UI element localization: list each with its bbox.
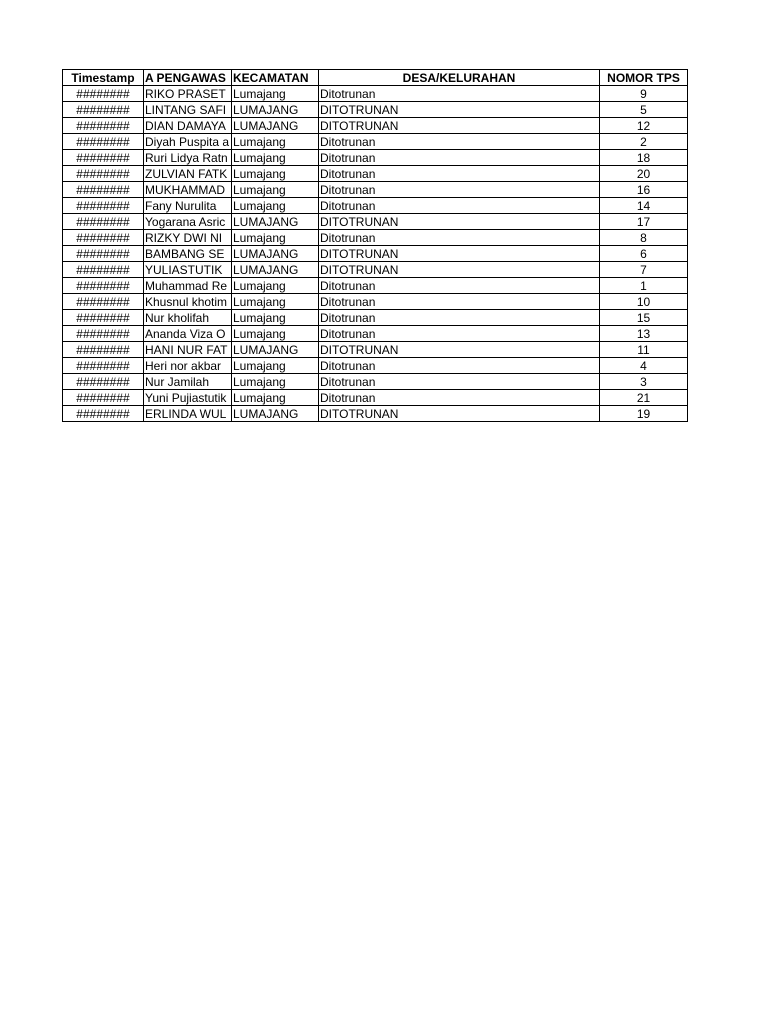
cell-kecamatan[interactable]: Lumajang: [232, 358, 319, 374]
cell-pengawas[interactable]: DIAN DAMAYA: [144, 118, 232, 134]
table-row: [63, 342, 688, 358]
cell-kecamatan[interactable]: Lumajang: [232, 150, 319, 166]
cell-kecamatan[interactable]: Lumajang: [232, 198, 319, 214]
cell-pengawas[interactable]: LINTANG SAFI: [144, 102, 232, 118]
table-row: [63, 294, 688, 310]
table-row: [63, 262, 688, 278]
cell-nomor-tps[interactable]: 16: [600, 182, 688, 198]
cell-kecamatan[interactable]: LUMAJANG: [232, 118, 319, 134]
cell-pengawas[interactable]: ZULVIAN FATK: [144, 166, 232, 182]
cell-nomor-tps[interactable]: 8: [600, 230, 688, 246]
cell-pengawas[interactable]: Muhammad Re: [144, 278, 232, 294]
cell-timestamp[interactable]: ########: [63, 294, 144, 310]
cell-kecamatan[interactable]: Lumajang: [232, 310, 319, 326]
cell-timestamp[interactable]: ########: [63, 326, 144, 342]
cell-kecamatan[interactable]: Lumajang: [232, 182, 319, 198]
cell-nomor-tps[interactable]: 14: [600, 198, 688, 214]
cell-desa-kelurahan[interactable]: Ditotrunan: [319, 198, 600, 214]
cell-nomor-tps[interactable]: 13: [600, 326, 688, 342]
cell-desa-kelurahan[interactable]: Ditotrunan: [319, 230, 600, 246]
table-row: [63, 358, 688, 374]
cell-kecamatan[interactable]: LUMAJANG: [232, 406, 319, 422]
cell-timestamp[interactable]: ########: [63, 246, 144, 262]
table-row: [63, 102, 688, 118]
cell-desa-kelurahan[interactable]: Ditotrunan: [319, 358, 600, 374]
cell-timestamp[interactable]: ########: [63, 390, 144, 406]
cell-timestamp[interactable]: ########: [63, 86, 144, 102]
cell-timestamp[interactable]: ########: [63, 310, 144, 326]
table-row: [63, 390, 688, 406]
cell-kecamatan[interactable]: Lumajang: [232, 86, 319, 102]
table-row: [63, 246, 688, 262]
table-row: [63, 326, 688, 342]
cell-nomor-tps[interactable]: 10: [600, 294, 688, 310]
cell-timestamp[interactable]: ########: [63, 134, 144, 150]
cell-desa-kelurahan[interactable]: Ditotrunan: [319, 134, 600, 150]
cell-timestamp[interactable]: ########: [63, 118, 144, 134]
table-row: [63, 230, 688, 246]
cell-desa-kelurahan[interactable]: Ditotrunan: [319, 390, 600, 406]
cell-timestamp[interactable]: ########: [63, 342, 144, 358]
header-row: [63, 70, 688, 86]
cell-kecamatan[interactable]: Lumajang: [232, 134, 319, 150]
cell-timestamp[interactable]: ########: [63, 358, 144, 374]
cell-pengawas[interactable]: YULIASTUTIK: [144, 262, 232, 278]
cell-desa-kelurahan[interactable]: Ditotrunan: [319, 310, 600, 326]
table-row: [63, 214, 688, 230]
cell-pengawas[interactable]: HANI NUR FAT: [144, 342, 232, 358]
cell-nomor-tps[interactable]: 17: [600, 214, 688, 230]
cell-nomor-tps[interactable]: 2: [600, 134, 688, 150]
cell-kecamatan[interactable]: LUMAJANG: [232, 342, 319, 358]
cell-nomor-tps[interactable]: 12: [600, 118, 688, 134]
cell-desa-kelurahan[interactable]: Ditotrunan: [319, 278, 600, 294]
cell-kecamatan[interactable]: LUMAJANG: [232, 246, 319, 262]
table-body: [63, 86, 688, 422]
header-kecamatan[interactable]: KECAMATAN: [232, 70, 319, 86]
table-row: [63, 182, 688, 198]
cell-timestamp[interactable]: ########: [63, 102, 144, 118]
cell-nomor-tps[interactable]: 11: [600, 342, 688, 358]
cell-kecamatan[interactable]: LUMAJANG: [232, 262, 319, 278]
cell-timestamp[interactable]: ########: [63, 278, 144, 294]
table-row: [63, 134, 688, 150]
table-row: [63, 374, 688, 390]
cell-timestamp[interactable]: ########: [63, 182, 144, 198]
table-row: [63, 278, 688, 294]
cell-pengawas[interactable]: RIKO PRASET: [144, 86, 232, 102]
cell-pengawas[interactable]: Diyah Puspita a: [144, 134, 232, 150]
cell-nomor-tps[interactable]: 1: [600, 278, 688, 294]
cell-desa-kelurahan[interactable]: Ditotrunan: [319, 182, 600, 198]
table-row: [63, 86, 688, 102]
cell-kecamatan[interactable]: LUMAJANG: [232, 214, 319, 230]
table-row: [63, 166, 688, 182]
cell-nomor-tps[interactable]: 21: [600, 390, 688, 406]
cell-pengawas[interactable]: MUKHAMMAD: [144, 182, 232, 198]
header-timestamp[interactable]: Timestamp: [63, 70, 144, 86]
cell-kecamatan[interactable]: Lumajang: [232, 374, 319, 390]
cell-nomor-tps[interactable]: 4: [600, 358, 688, 374]
cell-nomor-tps[interactable]: 6: [600, 246, 688, 262]
cell-timestamp[interactable]: ########: [63, 230, 144, 246]
cell-pengawas[interactable]: ERLINDA WUL: [144, 406, 232, 422]
cell-timestamp[interactable]: ########: [63, 214, 144, 230]
cell-pengawas[interactable]: RIZKY DWI NI: [144, 230, 232, 246]
cell-desa-kelurahan[interactable]: Ditotrunan: [319, 374, 600, 390]
table-row: [63, 118, 688, 134]
cell-desa-kelurahan[interactable]: Ditotrunan: [319, 166, 600, 182]
cell-nomor-tps[interactable]: 9: [600, 86, 688, 102]
cell-timestamp[interactable]: ########: [63, 262, 144, 278]
cell-nomor-tps[interactable]: 5: [600, 102, 688, 118]
cell-pengawas[interactable]: Fany Nurulita: [144, 198, 232, 214]
table-row: [63, 150, 688, 166]
cell-nomor-tps[interactable]: 20: [600, 166, 688, 182]
cell-pengawas[interactable]: Nur kholifah: [144, 310, 232, 326]
cell-kecamatan[interactable]: Lumajang: [232, 390, 319, 406]
cell-desa-kelurahan[interactable]: Ditotrunan: [319, 150, 600, 166]
cell-desa-kelurahan[interactable]: Ditotrunan: [319, 326, 600, 342]
cell-timestamp[interactable]: ########: [63, 166, 144, 182]
cell-pengawas[interactable]: BAMBANG SE: [144, 246, 232, 262]
cell-desa-kelurahan[interactable]: DITOTRUNAN: [319, 342, 600, 358]
table-row: [63, 310, 688, 326]
cell-desa-kelurahan[interactable]: Ditotrunan: [319, 86, 600, 102]
cell-nomor-tps[interactable]: 15: [600, 310, 688, 326]
cell-desa-kelurahan[interactable]: DITOTRUNAN: [319, 102, 600, 118]
cell-nomor-tps[interactable]: 3: [600, 374, 688, 390]
cell-desa-kelurahan[interactable]: DITOTRUNAN: [319, 262, 600, 278]
cell-pengawas[interactable]: Nur Jamilah: [144, 374, 232, 390]
header-pengawas[interactable]: A PENGAWAS: [144, 70, 232, 86]
cell-pengawas[interactable]: Yogarana Asric: [144, 214, 232, 230]
cell-desa-kelurahan[interactable]: DITOTRUNAN: [319, 406, 600, 422]
cell-pengawas[interactable]: Khusnul khotim: [144, 294, 232, 310]
cell-kecamatan[interactable]: Lumajang: [232, 326, 319, 342]
cell-desa-kelurahan[interactable]: DITOTRUNAN: [319, 246, 600, 262]
cell-pengawas[interactable]: Yuni Pujiastutik: [144, 390, 232, 406]
cell-nomor-tps[interactable]: 19: [600, 406, 688, 422]
cell-desa-kelurahan[interactable]: DITOTRUNAN: [319, 214, 600, 230]
cell-kecamatan[interactable]: Lumajang: [232, 278, 319, 294]
table-row: [63, 406, 688, 422]
cell-kecamatan[interactable]: Lumajang: [232, 230, 319, 246]
cell-timestamp[interactable]: ########: [63, 150, 144, 166]
cell-nomor-tps[interactable]: 7: [600, 262, 688, 278]
cell-pengawas[interactable]: Ruri Lidya Ratn: [144, 150, 232, 166]
cell-timestamp[interactable]: ########: [63, 406, 144, 422]
cell-pengawas[interactable]: Ananda Viza O: [144, 326, 232, 342]
cell-nomor-tps[interactable]: 18: [600, 150, 688, 166]
cell-desa-kelurahan[interactable]: Ditotrunan: [319, 294, 600, 310]
table-row: [63, 198, 688, 214]
header-desa-kelurahan[interactable]: DESA/KELURAHAN: [319, 70, 600, 86]
cell-kecamatan[interactable]: LUMAJANG: [232, 102, 319, 118]
cell-kecamatan[interactable]: Lumajang: [232, 166, 319, 182]
cell-timestamp[interactable]: ########: [63, 374, 144, 390]
cell-pengawas[interactable]: Heri nor akbar: [144, 358, 232, 374]
cell-kecamatan[interactable]: Lumajang: [232, 294, 319, 310]
header-nomor-tps[interactable]: NOMOR TPS: [600, 70, 688, 86]
cell-desa-kelurahan[interactable]: DITOTRUNAN: [319, 118, 600, 134]
cell-timestamp[interactable]: ########: [63, 198, 144, 214]
spreadsheet-table: [62, 69, 688, 422]
